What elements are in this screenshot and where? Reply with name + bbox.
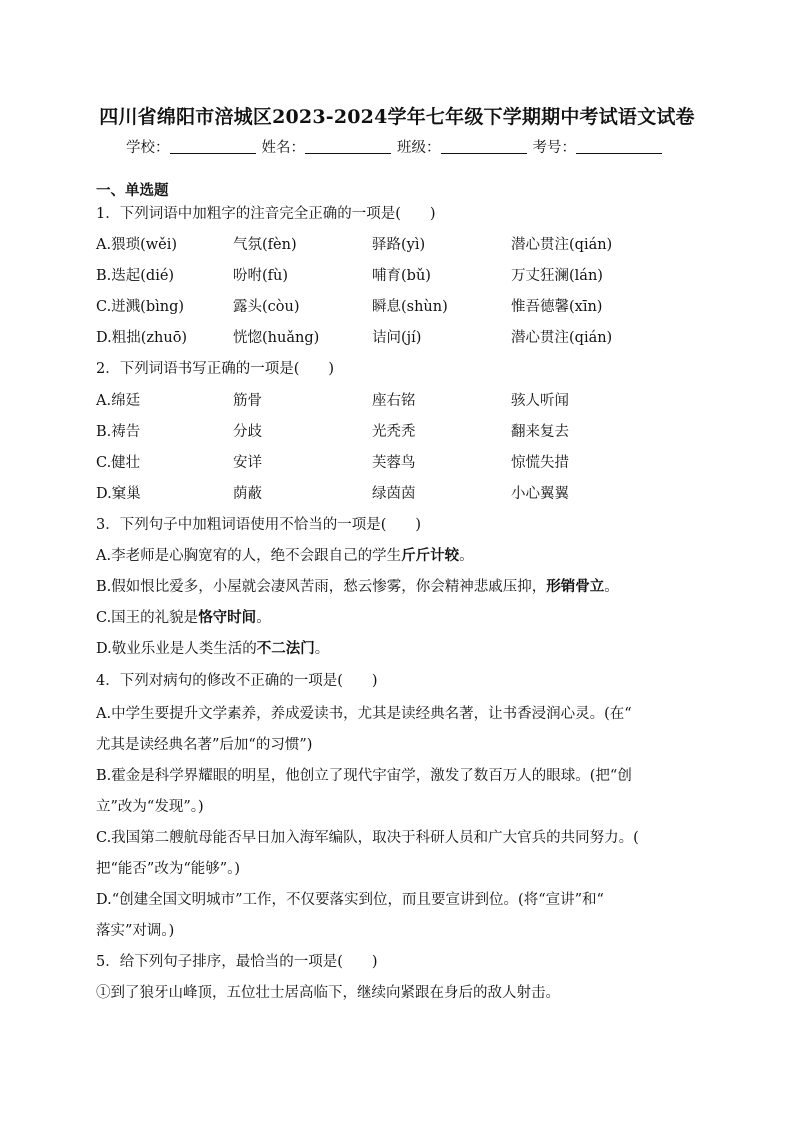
q1-c-3: 瞬息(shùn) — [372, 299, 448, 315]
q1-d-3: 诘问(jí) — [372, 330, 422, 346]
q3-a-text: A.李老师是心胸宽宥的人，绝不会跟自己的学生 — [96, 548, 402, 564]
q3-a-end: 。 — [459, 548, 474, 564]
q2-b-1: B.祷告 — [96, 424, 141, 440]
q4-option-c-line1: C.我国第二艘航母能否早日加入海军编队，取决于科研人员和广大官兵的共同努力。( — [96, 830, 639, 846]
q3-d-bold-term: 不二法门 — [256, 640, 315, 657]
q2-d-1: D.窠巢 — [96, 486, 141, 502]
q1-d-1: D.粗拙(zhuō) — [96, 330, 188, 346]
q3-b-end: 。 — [604, 579, 619, 595]
school-label: 学校： — [126, 140, 170, 156]
q1-a-3: 驿路(yì) — [372, 237, 426, 253]
q5-sentence-1: ①到了狼牙山峰顶，五位壮士居高临下，继续向紧跟在身后的敌人射击。 — [96, 985, 560, 1001]
q2-d-2: 荫蔽 — [233, 486, 262, 502]
q4-stem: 4．下列对病句的修改不正确的一项是( ) — [96, 673, 378, 689]
name-label: 姓名： — [261, 140, 305, 156]
q4-option-b-line2: 立”改为“发现”。) — [96, 799, 204, 815]
q4-option-d-line2: 落实”对调。) — [96, 923, 175, 939]
q4-option-a-line1: A.中学生要提升文学素养，养成爱读书，尤其是读经典名著，让书香浸润心灵。(在“ — [96, 706, 632, 722]
q4-option-c-line2: 把“能否”改为“能够”。) — [96, 861, 241, 877]
q3-option-a — [96, 546, 706, 566]
number-label: 考号： — [532, 140, 576, 156]
q3-d-text: D.敬业乐业是人类生活的 — [96, 641, 257, 657]
q3-option-c — [96, 608, 706, 628]
q1-stem: 1．下列词语中加粗字的注音完全正确的一项是( ) — [96, 206, 436, 222]
q2-c-1: C.健壮 — [96, 455, 141, 471]
q1-b-2: 吩咐(fù) — [233, 268, 289, 284]
q2-d-3: 绿茵茵 — [372, 486, 416, 502]
q4-option-d-line1: D.“创建全国文明城市”工作，不仅要落实到位，而且要宣讲到位。(将“宣讲”和“ — [96, 892, 604, 908]
q3-d-end: 。 — [314, 641, 330, 657]
q3-c-end: 。 — [256, 610, 271, 626]
q3-b-text: B.假如恨比爱多，小屋就会凄风苦雨，愁云惨雾，你会精神悲戚压抑， — [96, 579, 547, 595]
q2-b-4: 翻来复去 — [511, 424, 569, 440]
number-blank[interactable] — [576, 139, 662, 154]
q5-stem: 5．给下列句子排序，最恰当的一项是( ) — [96, 954, 378, 970]
q1-b-3: 哺育(bǔ) — [372, 268, 431, 284]
q3-stem: 3．下列句子中加粗词语使用不恰当的一项是( ) — [96, 517, 422, 533]
q3-a-bold-term: 斤斤计较 — [401, 547, 460, 564]
q1-d-2: 恍惚(huǎng) — [233, 330, 320, 346]
q3-c-bold-term: 恪守时间 — [198, 609, 257, 626]
q2-c-2: 安详 — [233, 455, 262, 471]
q1-a-4: 潜心贯注(qián) — [511, 237, 613, 253]
school-blank[interactable] — [170, 139, 256, 154]
class-label: 班级： — [397, 140, 441, 156]
q2-a-3: 座右铭 — [372, 393, 416, 409]
q3-option-b — [96, 577, 706, 597]
q1-c-1: C.迸溅(bìng) — [96, 299, 185, 315]
q3-option-d — [96, 639, 706, 659]
q1-b-4: 万丈狂澜(lán) — [511, 268, 603, 284]
q1-a-1: A.猥琐(wěi) — [96, 237, 178, 253]
q2-a-2: 筋骨 — [233, 393, 262, 409]
class-blank[interactable] — [441, 139, 527, 154]
q1-d-4: 潜心贯注(qián) — [511, 330, 613, 346]
q4-option-a-line2: 尤其是读经典名著”后加“的习惯”) — [96, 737, 313, 753]
q1-b-1: B.迭起(dié) — [96, 268, 175, 284]
name-blank[interactable] — [305, 139, 391, 154]
q3-c-text: C.国王的礼貌是 — [96, 610, 199, 626]
q1-a-2: 气氛(fèn) — [233, 237, 297, 253]
q2-c-3: 芙蓉鸟 — [372, 455, 416, 471]
q4-option-b-line1: B.霍金是科学界耀眼的明星，他创立了现代宇宙学，激发了数百万人的眼球。(把“创 — [96, 768, 632, 784]
q3-b-bold-term: 形销骨立 — [546, 578, 605, 595]
q1-c-2: 露头(còu) — [233, 299, 300, 315]
q2-b-3: 光秃秃 — [372, 424, 416, 440]
q2-c-4: 惊慌失措 — [511, 455, 569, 471]
section-heading-single-choice: 一、单选题 — [96, 183, 169, 199]
exam-title: 四川省绵阳市涪城区2023-2024学年七年级下学期期中考试语文试卷 — [99, 106, 695, 128]
q2-a-1: A.绵廷 — [96, 393, 141, 409]
q1-c-4: 惟吾德馨(xīn) — [511, 299, 603, 315]
q2-d-4: 小心翼翼 — [511, 486, 569, 502]
q2-a-4: 骇人听闻 — [511, 393, 569, 409]
q2-b-2: 分歧 — [233, 424, 262, 440]
student-info-line — [0, 136, 794, 157]
q2-stem: 2．下列词语书写正确的一项是( ) — [96, 361, 335, 377]
